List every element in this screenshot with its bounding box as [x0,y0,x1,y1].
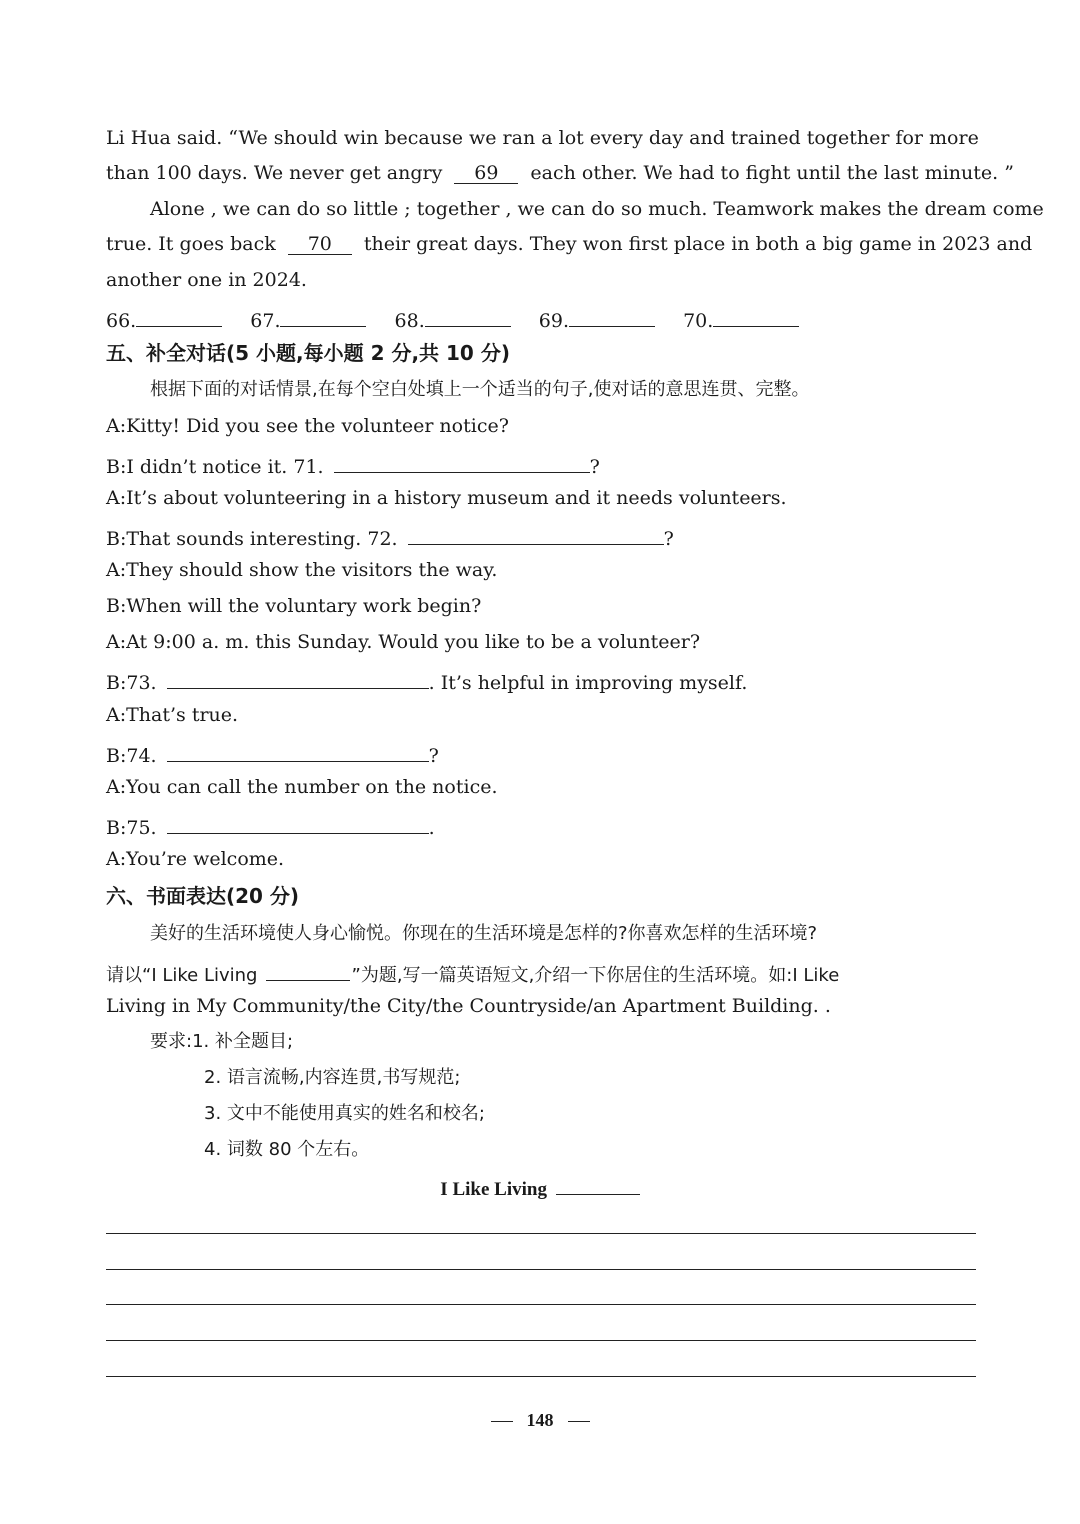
dialogue-line: A:They should show the visitors the way. [106,559,498,581]
answer-number: 69. [538,310,570,332]
essay-title-blank[interactable] [556,1172,640,1195]
passage-text: Li Hua said. “We should win because we ran a lot every day and trained together for more [106,127,979,149]
answer-row [106,304,976,333]
section-heading: 六、书面表达(20 分) [106,884,300,908]
essay-title [0,1172,1080,1201]
answer-number: 67. [250,310,281,332]
answer-blank-73[interactable] [167,666,429,689]
answer-blank[interactable] [136,304,222,327]
writing-line[interactable] [106,1233,976,1234]
answer-blank-70[interactable]: 70 [288,232,352,255]
essay-title-text: I Like Living [440,1179,547,1200]
writing-line[interactable] [106,1304,976,1305]
passage-text: Alone , we can do so little ; together , we can do so much. Teamwork makes the dream come [150,198,1044,220]
requirement-item: 4. 词数 80 个左右。 [204,1139,370,1160]
prompt-text: 请以“I Like Living [106,965,258,986]
passage-text: their great days. They won first place in both a big game in 2023 and [363,233,1033,255]
dialogue-line: A:At 9:00 a. m. this Sunday. Would you like to be a volunteer? [106,631,701,653]
answer-number: 70. [683,310,714,332]
answer-blank-69[interactable]: 69 [454,161,518,184]
section-heading: 五、补全对话(5 小题,每小题 2 分,共 10 分) [106,341,510,365]
requirement-item: 2. 语言流畅,内容连贯,书写规范; [204,1067,461,1088]
answer-number: 68. [394,310,425,332]
passage-text: each other. We had to fight until the last minute. ” [530,162,1014,184]
answer-item [683,304,799,333]
answer-blank[interactable] [713,304,799,327]
writing-line[interactable] [106,1376,976,1377]
answer-blank-72[interactable] [408,522,664,545]
dialogue-line: A:That’s true. [106,704,239,726]
dialogue-text: B:73. [106,672,157,694]
footer-dash [491,1421,513,1422]
prompt-text-line [106,958,976,988]
section-instruction: 根据下面的对话情景,在每个空白处填上一个适当的句子,使对话的意思连贯、完整。 [150,379,810,400]
passage-line [106,126,979,150]
requirement-item: 1. 补全题目; [192,1031,294,1052]
dialogue-line: A:You can call the number on the notice. [106,776,498,798]
dialogue-line [106,739,976,768]
footer-dash [568,1421,590,1422]
dialogue-line [106,666,976,695]
requirement-item: 3. 文中不能使用真实的姓名和校名; [204,1103,485,1124]
answer-blank-74[interactable] [167,739,429,762]
dialogue-line: A:It’s about volunteering in a history museum and it needs volunteers. [106,487,787,509]
requirements-line [150,1030,976,1054]
passage-text: true. It goes back [106,233,276,255]
requirements-label: 要求: [150,1031,193,1052]
title-blank[interactable] [266,958,350,981]
dialogue-line [106,522,976,551]
answer-item [106,304,222,333]
dialogue-punct: ? [663,528,674,550]
passage-line [106,268,976,292]
page-footer [0,1410,1080,1431]
dialogue-line: B:When will the voluntary work begin? [106,595,482,617]
dialogue-text: B:That sounds interesting. 72. [106,528,398,550]
answer-blank[interactable] [425,304,511,327]
answer-item [250,304,366,333]
answer-blank-71[interactable] [334,450,590,473]
answer-item [539,304,655,333]
passage-text: another one in 2024. [106,269,307,291]
dialogue-text: B:74. [106,745,157,767]
answer-blank[interactable] [280,304,366,327]
page-number: 148 [526,1410,554,1430]
passage-line [106,232,1033,256]
answer-number: 66. [106,310,137,332]
passage-line [106,161,1014,185]
dialogue-text: . It’s helpful in improving myself. [428,672,748,694]
dialogue-punct: ? [589,456,600,478]
dialogue-punct: ? [428,745,439,767]
prompt-text: 美好的生活环境使人身心愉悦。你现在的生活环境是怎样的?你喜欢怎样的生活环境? [150,923,818,944]
answer-blank-75[interactable] [167,811,429,834]
dialogue-line: A:You’re welcome. [106,848,285,870]
dialogue-punct: . [428,817,435,839]
prompt-text: Living in My Community/the City/the Countryside/an Apartment Building. . [106,995,831,1017]
passage-text: than 100 days. We never get angry [106,162,443,184]
answer-blank[interactable] [569,304,655,327]
answer-item [395,304,511,333]
prompt-text: ”为题,写一篇英语短文,介绍一下你居住的生活环境。如:I Like [351,965,840,986]
dialogue-text: B:75. [106,817,157,839]
dialogue-text: B:I didn’t notice it. 71. [106,456,324,478]
dialogue-line [106,811,976,840]
writing-line[interactable] [106,1340,976,1341]
dialogue-line [106,450,976,479]
dialogue-line: A:Kitty! Did you see the volunteer notice? [106,415,509,437]
writing-line[interactable] [106,1269,976,1270]
passage-line [150,197,1044,221]
